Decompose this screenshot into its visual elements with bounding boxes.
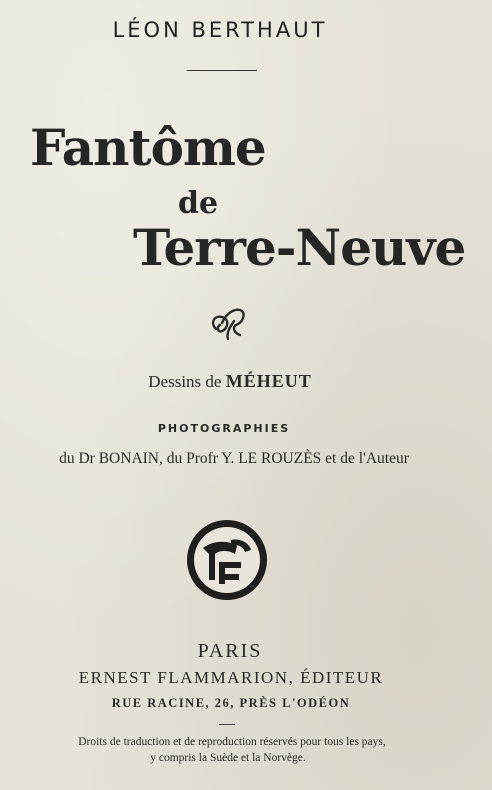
fleuron-ornament-icon — [208, 303, 248, 341]
illustrations-credit — [0, 371, 460, 392]
photographs-credits: du Dr BONAIN, du Profr Y. LE ROUZÈS et de l'Auteur — [59, 450, 409, 467]
publisher-city: PARIS — [197, 640, 263, 662]
book-title-line-1: Fantôme — [30, 118, 266, 177]
divider-rule — [187, 70, 257, 71]
small-divider — [219, 724, 235, 725]
publisher-name: ERNEST FLAMMARION, ÉDITEUR — [78, 668, 384, 687]
photographs-heading: PHOTOGRAPHIES — [157, 422, 291, 435]
illustrations-artist: MÉHEUT — [225, 371, 312, 391]
author-name: LÉON BERTHAUT — [112, 18, 328, 42]
publisher-address: RUE RACINE, 26, PRÈS L'ODÉON — [111, 696, 351, 710]
rights-notice-line-2: y compris la Suède et la Norvège. — [150, 752, 306, 764]
illustrations-prefix: Dessins de — [148, 372, 222, 391]
book-title-line-2: de — [178, 186, 219, 221]
rights-notice-line-1: Droits de traduction et de reproduction réservés pour tous les pays, — [78, 736, 386, 748]
book-title-line-3: Terre-Neuve — [133, 218, 466, 277]
publisher-monogram-logo-icon — [185, 518, 269, 602]
